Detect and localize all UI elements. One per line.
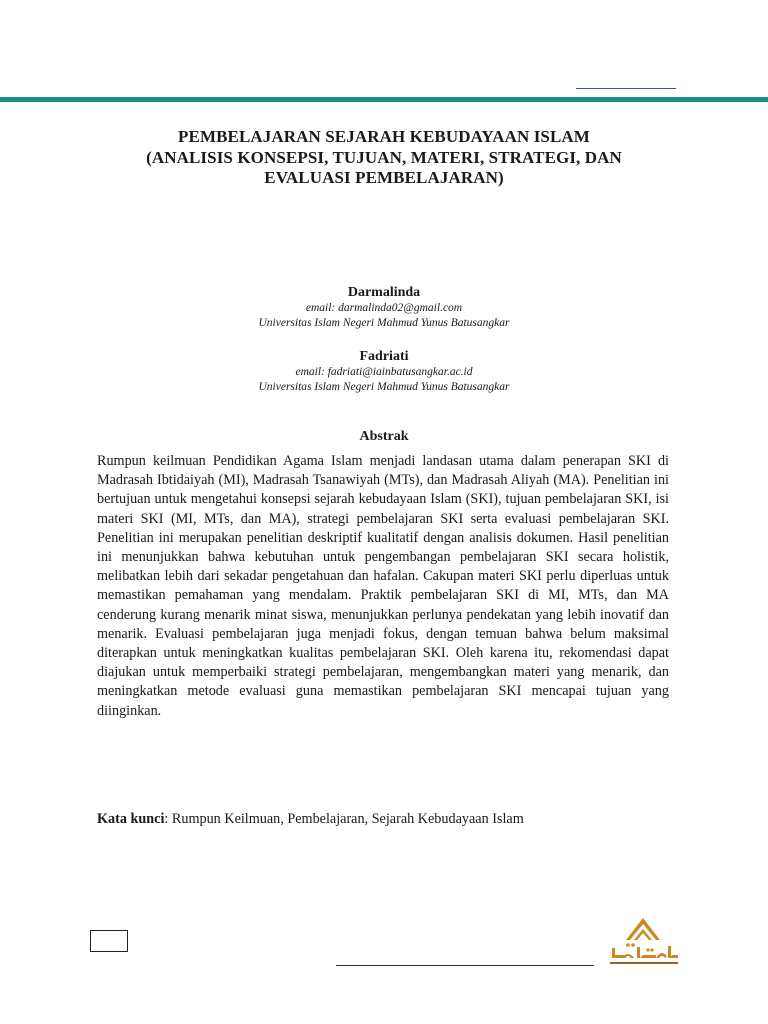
page-number-box — [90, 930, 128, 952]
keywords-value: Rumpun Keilmuan, Pembelajaran, Sejarah Kebudayaan Islam — [171, 811, 524, 827]
header-rule — [0, 97, 768, 102]
abstract-body: Rumpun keilmuan Pendidikan Agama Islam menjadi landasan utama dalam penerapan SKI di Madrasah Ibtidaiyah (MI), Madrasah Tsanawiyah (MTs), dan Madrasah Aliyah (MA). Penelitian ini bertujuan untuk mengetahui konsepsi sejarah kebudayaan Islam (SKI), tujuan pembelajaran SKI, isi materi SKI (MI, MTs, dan MA), strategi pembelajaran SKI serta evaluasi pembelajaran SKI. Penelitian ini merupakan penelitian deskriptif kualitatif dengan analisis dokumen. Hasil penelitian ini menunjukkan bahwa kebutuhan untuk pengembangan pembelajaran SKI secara holistik, melibatkan lebih dari sekadar pengetahuan dan hafalan. Cakupan materi SKI perlu diperluas untuk memastikan pemahaman yang mendalam. Praktik pembelajaran SKI di MI, MTs, dan MA cenderung kurang menarik minat siswa, menunjukkan perlunya pendekatan yang lebih inovatif dan menarik. Evaluasi pembelajaran juga menjadi fokus, dengan temuan bahwa belum maksimal diterapkan untuk meningkatkan kualitas pembelajaran SKI. Oleh karena itu, rekomendasi dapat diajukan untuk memperbaiki strategi pembelajaran, mengembangkan materi yang menarik, dan meningkatkan metode evaluasi guna memastikan pembelajaran SKI mencapai tujuan yang diinginkan. — [97, 453, 669, 719]
keywords-separator: : — [164, 811, 172, 827]
title-line-1: PEMBELAJARAN SEJARAH KEBUDAYAAN ISLAM — [178, 127, 590, 146]
keywords-label: Kata kunci — [97, 811, 165, 827]
abstract-heading: Abstrak — [359, 429, 409, 444]
author-1 — [0, 284, 768, 331]
title-line-3: EVALUASI PEMBELAJARAN) — [264, 168, 504, 187]
title-line-2: (ANALISIS KONSEPSI, TUJUAN, MATERI, STRATEGI, DAN — [146, 147, 622, 167]
keywords — [97, 810, 697, 829]
author-name: Fadriati — [359, 349, 409, 364]
journal-logo-icon — [604, 914, 682, 970]
paper-title — [60, 127, 708, 189]
author-affiliation: Universitas Islam Negeri Mahmud Yunus Batusangkar — [258, 317, 510, 329]
author-email: email: darmalinda02@gmail.com — [305, 302, 463, 314]
author-email: email: fadriati@iainbatusangkar.ac.id — [295, 366, 473, 378]
footer-rule — [336, 965, 594, 966]
author-name: Darmalinda — [347, 285, 421, 300]
header-link-underline[interactable] — [576, 88, 676, 89]
author-affiliation: Universitas Islam Negeri Mahmud Yunus Batusangkar — [258, 381, 510, 393]
author-2 — [0, 348, 768, 395]
